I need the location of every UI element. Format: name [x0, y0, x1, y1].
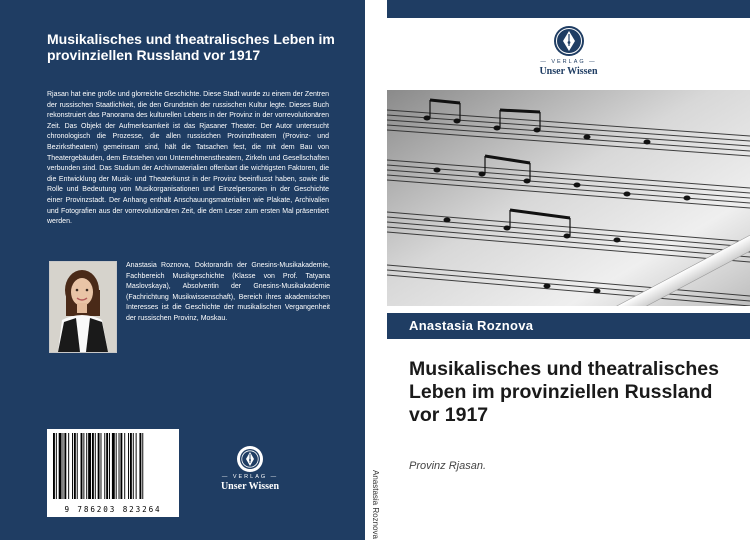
pen-nib-logo-icon: [553, 25, 585, 57]
book-title: Musikalisches und theatralisches Leben im provinziellen Russland vor 1917: [409, 358, 719, 426]
top-color-band: [387, 0, 750, 18]
front-cover: [387, 0, 750, 540]
author-name: Anastasia Roznova: [409, 318, 534, 333]
author-photo: [49, 261, 117, 353]
spine-author-name: Anastasia Roznova: [371, 470, 380, 539]
isbn-barcode: [47, 429, 179, 517]
spine: [365, 0, 387, 540]
author-banner: [387, 313, 750, 339]
author-biography: Anastasia Roznova, Doktorandin der Gnesins-Musikakademie, Fachbereich Musikgeschichte (Klasse von Prof. Tatyana Maslovskaya), Absolventin der Gnesins-Musikakademie (Fachrichtung Musikwissenschaft), Bereich ihres akademischen Interesses ist die Geschichte der musikalischen Vergangenheit der russischen Provinz, Moskau.: [126, 262, 330, 322]
book-description: Rjasan hat eine große und glorreiche Geschichte. Diese Stadt wurde zu einem der Zentren der russischen Staatlichkeit, die den Grundstein der russischen Kultur legte. Dieses Buch rekonstruiert das Panorama des kulturellen Lebens in der Provinz in der vorrevolutionären Zeit. Das Objekt der Aufmerksamkeit ist das Rjasaner Theater. Der Autor untersucht chronologisch die Prozesse, die allen russischen Provinztheatern (Provinz- und Bezirkstheatern) gemeinsam sind, hält die Tatsachen fest, die mit dem Bau von Theatergebäuden, dem Entstehen von Unternehmenstheatern, Zirkeln und Gesellschaften verbunden sind. Das Studium der Archivmaterialien offenbart die wichtigsten Faktoren, die die Entwicklung der Musik- und Theaterkunst in der Provinz beeinflusst haben, sowie die Rolle und Bedeutung von Musikorganisationen und Einzelpersonen in der Geschichte einer Provinzstadt. Der Anhang enthält Anschauungsmaterialien wie Plakate, Archivalien und Fotografien aus der vorrevolutionären Zeit, die dem Leser zum ersten Mal präsentiert werden.: [47, 91, 329, 226]
back-cover-title: Musikalisches und theatralisches Leben im provinziellen Russland vor 1917: [47, 31, 335, 63]
publisher-verlag-label: — VERLAG —: [221, 474, 279, 480]
isbn-number: 9 786203 823264: [64, 505, 162, 514]
pen-nib-logo-icon: [237, 446, 263, 472]
publisher-logo-back: [210, 446, 290, 492]
publisher-logo-front: [387, 25, 750, 77]
book-subtitle: Provinz Rjasan.: [409, 460, 487, 472]
sheet-music-cover-photo: [387, 90, 750, 306]
publisher-verlag-label: — VERLAG —: [540, 59, 597, 65]
publisher-name: Unser Wissen: [220, 481, 280, 492]
back-cover: [0, 0, 365, 540]
publisher-name: Unser Wissen: [539, 66, 598, 77]
